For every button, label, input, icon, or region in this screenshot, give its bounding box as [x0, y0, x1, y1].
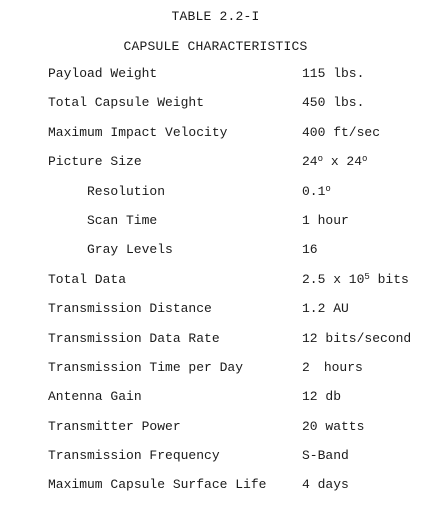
- value-part: 0.1: [302, 183, 326, 199]
- row-value-gray-levels: 16: [302, 242, 318, 258]
- table-row: [0, 477, 431, 506]
- row-label-payload-weight: Payload Weight: [48, 66, 158, 81]
- degree-superscript: o: [325, 183, 331, 194]
- degree-superscript: o: [362, 154, 368, 165]
- row-label-maximum-impact-velocity: Maximum Impact Velocity: [48, 124, 228, 140]
- table-row: [0, 360, 431, 389]
- row-label-transmission-data-rate: Transmission Data Rate: [48, 330, 220, 346]
- table-row: [0, 213, 431, 242]
- value-part: hours: [323, 359, 363, 375]
- table-row: [0, 331, 431, 360]
- table-row: [0, 66, 431, 95]
- degree-superscript: o: [317, 154, 324, 165]
- row-label-scan-time: Scan Time: [87, 212, 158, 228]
- row-value-transmission-data-rate: 12 bits/second: [302, 330, 412, 346]
- row-label-resolution: Resolution: [87, 183, 166, 199]
- row-label-gray-levels: Gray Levels: [87, 242, 173, 258]
- row-label-transmitter-power: Transmitter Power: [48, 418, 181, 434]
- row-value-picture-size: [302, 154, 367, 170]
- table-row: [0, 154, 431, 183]
- table-number: TABLE 2.2-I: [171, 9, 260, 24]
- value-part: x 24: [323, 154, 363, 170]
- row-value-total-capsule-weight: 450 lbs.: [302, 95, 365, 111]
- row-value-total-data: [302, 272, 409, 288]
- row-value-resolution: [302, 184, 331, 200]
- value-part: bits: [369, 271, 409, 287]
- table-row: [0, 448, 431, 477]
- table-row: [0, 419, 431, 448]
- value-part: 2.5 x 10: [302, 271, 365, 287]
- exponent-superscript: 5: [364, 271, 370, 282]
- row-value-scan-time: 1 hour: [302, 212, 349, 228]
- table-row: [0, 272, 431, 301]
- table-row: [0, 389, 431, 418]
- row-value-payload-weight: 115 lbs.: [302, 66, 365, 81]
- table-title: CAPSULE CHARACTERISTICS: [123, 39, 308, 54]
- table-row: [0, 242, 431, 271]
- row-label-transmission-distance: Transmission Distance: [48, 301, 212, 317]
- row-label-total-data: Total Data: [48, 271, 127, 287]
- value-part: 2: [302, 359, 310, 375]
- row-value-maximum-impact-velocity: 400 ft/sec: [302, 124, 381, 140]
- table-row: [0, 125, 431, 154]
- row-value-antenna-gain: 12 db: [302, 389, 342, 405]
- row-value-maximum-capsule-surface-life: 4 days: [302, 477, 349, 493]
- row-value-transmission-frequency: S-Band: [302, 448, 349, 464]
- table-row: [0, 95, 431, 124]
- row-label-maximum-capsule-surface-life: Maximum Capsule Surface Life: [48, 477, 267, 493]
- value-part: 24: [302, 154, 318, 170]
- row-value-transmission-time-per-day: [302, 360, 363, 376]
- row-label-transmission-time-per-day: Transmission Time per Day: [48, 359, 244, 375]
- characteristics-table: [0, 66, 431, 507]
- row-label-picture-size: Picture Size: [48, 154, 142, 170]
- row-value-transmitter-power: 20 watts: [302, 418, 365, 434]
- table-row: [0, 301, 431, 330]
- row-label-transmission-frequency: Transmission Frequency: [48, 448, 220, 464]
- row-label-antenna-gain: Antenna Gain: [48, 389, 142, 405]
- table-row: [0, 184, 431, 213]
- row-value-transmission-distance: 1.2 AU: [302, 301, 349, 317]
- row-label-total-capsule-weight: Total Capsule Weight: [48, 95, 205, 111]
